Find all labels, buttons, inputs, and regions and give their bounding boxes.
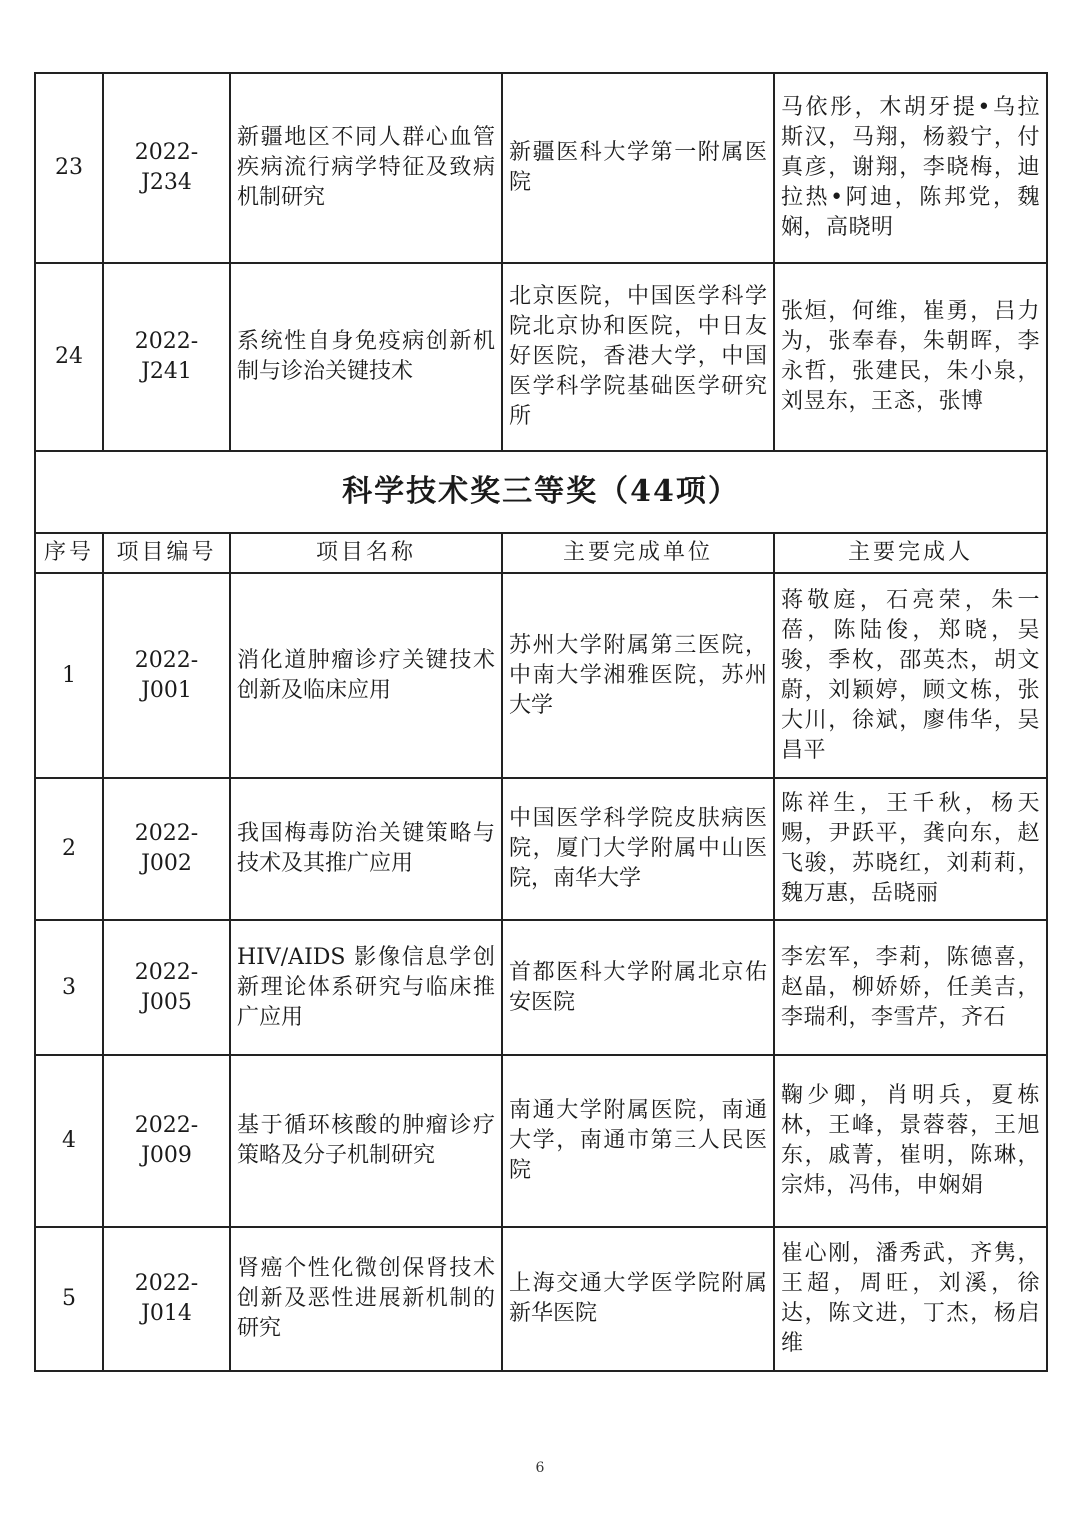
project-code: 2022-J002 [103,778,230,920]
table-row [35,920,1047,1055]
project-name: 消化道肿瘤诊疗关键技术创新及临床应用 [230,573,502,778]
project-name: 肾癌个性化微创保肾技术创新及恶性进展新机制的研究 [230,1227,502,1371]
project-code: 2022-J234 [103,73,230,263]
completing-people: 蒋敬庭，石亮荣，朱一蓓，陈陆俊，郑晓，吴骏，季枚，邵英杰，胡文蔚，刘颖婷，顾文栋，张大川，徐斌，廖伟华，吴昌平 [774,573,1047,778]
section-row [35,451,1047,533]
completing-unit: 上海交通大学医学院附属新华医院 [502,1227,774,1371]
table-header-row [35,533,1047,573]
header-unit: 主要完成单位 [502,533,774,573]
project-code: 2022-J009 [103,1055,230,1227]
completing-people: 鞠少卿，肖明兵，夏栋林，王峰，景蓉蓉，王旭东，戚菁，崔明，陈琳，宗炜，冯伟，申娴娟 [774,1055,1047,1227]
project-code: 2022-J001 [103,573,230,778]
project-code: 2022-J241 [103,263,230,451]
completing-unit: 北京医院，中国医学科学院北京协和医院，中日友好医院，香港大学，中国医学科学院基础医学研究所 [502,263,774,451]
completing-unit: 南通大学附属医院，南通大学，南通市第三人民医院 [502,1055,774,1227]
table-row [35,778,1047,920]
row-index: 23 [35,73,103,263]
completing-unit: 中国医学科学院皮肤病医院，厦门大学附属中山医院，南华大学 [502,778,774,920]
project-name: 基于循环核酸的肿瘤诊疗策略及分子机制研究 [230,1055,502,1227]
completing-people: 张烜，何维，崔勇，吕力为，张奉春，朱朝晖，李永哲，张建民，朱小泉，刘昱东，王忞，张博 [774,263,1047,451]
section-title: 科学技术奖三等奖（44项） [35,451,1047,533]
project-name: 新疆地区不同人群心血管疾病流行病学特征及致病机制研究 [230,73,502,263]
project-name: 系统性自身免疫病创新机制与诊治关键技术 [230,263,502,451]
table-row [35,263,1047,451]
row-index: 3 [35,920,103,1055]
page-number: 6 [535,1460,545,1476]
project-code: 2022-J014 [103,1227,230,1371]
header-people: 主要完成人 [774,533,1047,573]
table-row [35,73,1047,263]
completing-people: 李宏军，李莉，陈德喜，赵晶，柳娇娇，任美吉，李瑞利，李雪芹，齐石 [774,920,1047,1055]
row-index: 2 [35,778,103,920]
row-index: 4 [35,1055,103,1227]
header-code: 项目编号 [103,533,230,573]
completing-people: 马依彤，木胡牙提•乌拉斯汉，马翔，杨毅宁，付真彦，谢翔，李晓梅，迪拉热•阿迪，陈邦党，魏娴，高晓明 [774,73,1047,263]
completing-unit: 新疆医科大学第一附属医院 [502,73,774,263]
table-row [35,1055,1047,1227]
completing-unit: 首都医科大学附属北京佑安医院 [502,920,774,1055]
table-row [35,573,1047,778]
row-index: 5 [35,1227,103,1371]
completing-unit: 苏州大学附属第三医院，中南大学湘雅医院，苏州大学 [502,573,774,778]
project-name: HIV/AIDS 影像信息学创新理论体系研究与临床推广应用 [230,920,502,1055]
project-code: 2022-J005 [103,920,230,1055]
completing-people: 陈祥生，王千秋，杨天赐，尹跃平，龚向东，赵飞骏，苏晓红，刘莉莉，魏万惠，岳晓丽 [774,778,1047,920]
header-name: 项目名称 [230,533,502,573]
header-index: 序号 [35,533,103,573]
completing-people: 崔心刚，潘秀武，齐隽，王超，周旺，刘溪，徐达，陈文进，丁杰，杨启维 [774,1227,1047,1371]
row-index: 24 [35,263,103,451]
project-name: 我国梅毒防治关键策略与技术及其推广应用 [230,778,502,920]
award-table [34,72,1048,1372]
table-row [35,1227,1047,1371]
row-index: 1 [35,573,103,778]
